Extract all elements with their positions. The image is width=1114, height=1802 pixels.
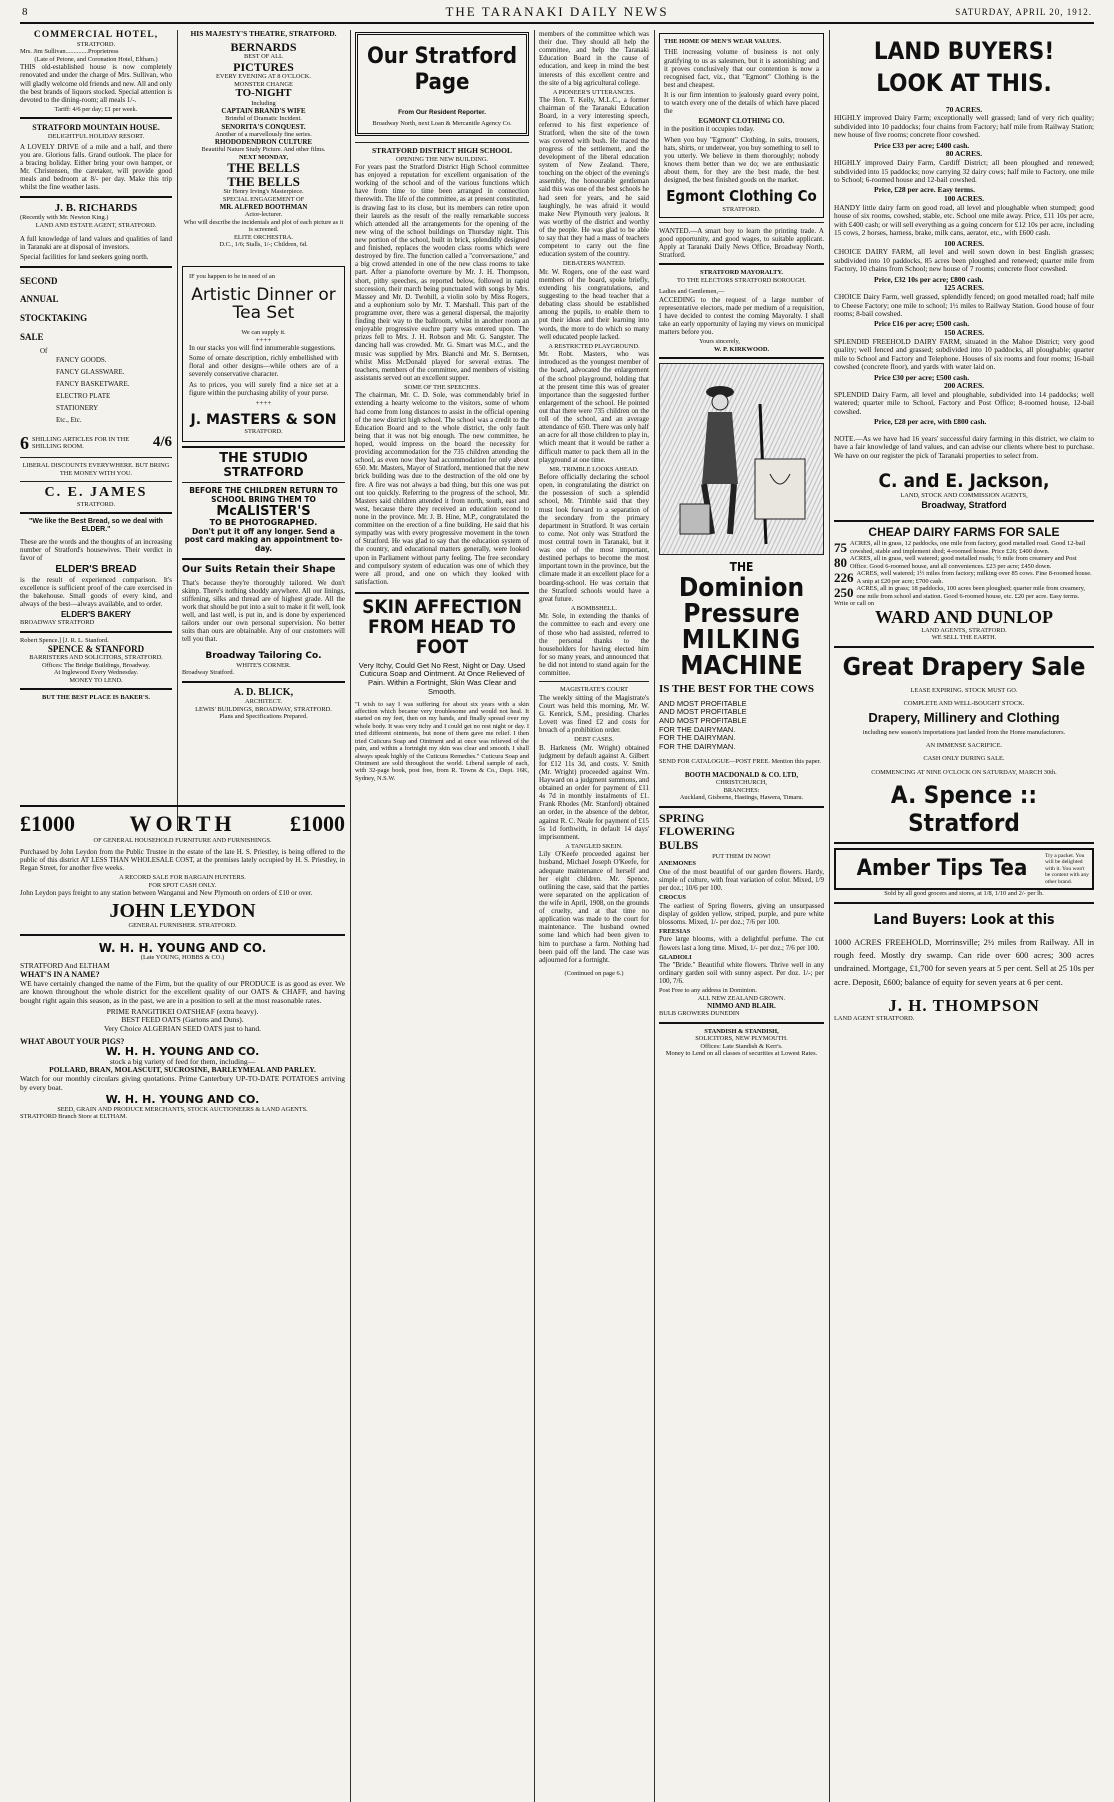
hotel-note: (Late of Petone, and Coronation Hotel, Eltham.) [34,55,158,63]
young-towns: STRATFORD And ELTHAM [20,960,110,970]
mayoralty-head: STRATFORD MAYORALTY. [700,269,783,277]
bombshell-body: Mr. Sole, in extending the thanks of the committee to each and every one of those who had assisted, referred to the personal thanks to the householders for having elected him for so many years, and announced that he did not intend to stand again for the committee. [539,612,649,678]
young-watch: Watch for our monthly circulars giving quotations. Prime Canterbury UP-TO-DATE POTATOES arriving by every boat. [20,1073,345,1092]
property-item [834,382,1094,427]
sale-line-4: SALE [20,332,44,343]
column-2 [182,30,345,820]
skin-affection-sub: Very Itchy, Could Get No Rest, Night or Day. Used Cuticura Soap and Ointment. At Once Relieved of Pain. Within a Fortnight, Skin Was Clear and Smooth. [358,660,526,696]
property-item [834,195,1094,238]
every-evening: EVERY EVENING AT 8 O'CLOCK. [215,73,312,81]
cheap-farm-text: ACRES, well watered; 1½ miles from factory; milking over 85 cows. Fine 8-roomed house. A snip at £20 per acre; £700 cash. [856,570,1092,585]
skin-affection-title: SKIN AFFECTION FROM HEAD TO FOOT [362,595,522,658]
anemones-body: One of the most beautiful of our garden flowers. Hardy, simple of culture, with freat variation of color. Mixed, 1/9 per doz.; 10/6 per 100. [659,867,824,893]
supply: We can supply it. [241,328,286,336]
nimmo-blair: NIMMO AND BLAIR. [707,1002,776,1011]
young-title-2: W. H. H. YOUNG AND CO. [105,1045,260,1058]
worth-sub: OF GENERAL HOUSEHOLD FURNITURE AND FURNISHINGS. [93,836,272,844]
next-monday: NEXT MONDAY, [238,153,289,161]
studio-mcalister: McALISTER'S [216,503,311,519]
dominion-list [659,700,824,752]
list-item: AND MOST PROFITABLE [659,698,747,708]
pictures: PICTURES [233,59,294,74]
property-price: Price, £32 10s per acre; £800 cash. [874,274,984,284]
spence-title: SPENCE & STANFORD [47,644,145,655]
bernards-best: BEST OF ALL [244,53,283,61]
broadway-tailoring: Broadway Tailoring Co. [205,651,322,662]
property-acres: 80 ACRES. [945,149,983,159]
issue-date: SATURDAY, APRIL 20, 1912. [955,7,1092,17]
masters-name: J. MASTERS & SON [190,411,337,428]
list-item: AND MOST PROFITABLE [659,707,747,717]
standish-role: SOLICITORS, NEW PLYMOUTH. [695,1035,788,1043]
worth-amount-2: £1000 [289,811,345,836]
gladioli-body: The "Bride." Beautiful white flowers. Thrive well in any ordinary garden soil with sunny aspect. Per doz. 1/-; per 100, 7/6. [659,961,824,986]
milking-word: MILKING [681,624,802,655]
elder-quote: "We like the Best Bread, so we deal with ELDER." [29,518,163,534]
write-or-call: Write or call on [834,600,875,608]
property-acres: 100 ACRES. [943,194,984,204]
elder-body: These are the words and the thoughts of an increasing number of Stratford's housewives. Their verdict in favor of [20,537,172,562]
cheap-farm-acres: 75 [834,540,847,556]
property-body: CHOICE Dairy Farm, well grassed, splendidly fenced; on good metalled road; half mile to Cheese Factory; one mile to school; 1½ miles to Railway Station. Good house of four rooms; 8-bail cowshed. [834,292,1094,318]
column-3 [355,30,529,1795]
pioneer-body: The Hon. T. Kelly, M.L.C., a former chairman of the Taranaki Education Board, in a very interesting speech, referred to his first experience of Stratford, when the site of the town was covered with bush. He traced the progress of the settlement, and the development of the liberal education system of New Zealand. There, touching on the object of the evening's assembly, the honourable gentleman said this was one of the best schools he had seen for years, and he said laughingly, he was afraid it would make New Plymouth very jealous. It was worthy of the district and worthy of the people. He was glad to be able to say that they had a mass of teachers competent to carry out the fine education system of the country. [539,96,649,259]
discounts-note: LIBERAL DISCOUNTS EVERYWHERE. BUT BRING THE MONEY WITH YOU. [22,462,170,477]
committee-body: members of the committee which was their due. They should all help the committee, and help the Taranaki Education Board in the cause of education, and keep in mind the best interests of this excellent centre and the site of a big agricultural college. [539,30,649,87]
bombshell-head: A BOMBSHELL. [570,604,618,612]
court-head: MAGISTRATE'S COURT [559,686,629,694]
school-headline: STRATFORD DISTRICT HIGH SCHOOL [372,145,512,155]
drapery-new: including new season's importations just landed from the Home manufacturers. [862,728,1066,736]
young-question: WHAT'S IN A NAME? [20,970,100,980]
cheap-farm-item [834,555,1094,570]
list-item: FANCY BASKETWARE. [56,379,130,388]
young-branch: STRATFORD Branch Store at ELTHAM. [20,1113,128,1121]
drapery-sale-title: Great Drapery Sale [842,651,1086,681]
property-item [834,329,1094,382]
worth-title: WORTH [129,811,236,836]
land-buyers-title: LAND BUYERS! [873,37,1055,65]
column-1 [20,30,172,820]
mens-wear-egmont: EGMONT CLOTHING CO. [698,117,785,126]
mayoralty-body: ACCEDING to the request of a large number of representative electors, made per medium of a requisition, I have decided to contest the coming Mayoralty. I shall take an early opportunity of laying my views on municipal matters before you. [659,295,824,337]
captain-brand: CAPTAIN BRAND'S WIFE [221,107,306,116]
property-body: SPLENDID FREEHOLD DAIRY FARM, situated in the Mahoe District; very good quality; well fenced and grassed; subdivided into 10 paddocks, all ploughable; quarter mile to School and Factory and Telephone. Houses of six rooms and four rooms; 16-bail cowshed (concrete floor), and yards with water laid on. [834,336,1094,372]
debaters-head: DEBATERS WANTED. [562,260,626,268]
irving: Sir Henry Irving's Masterpiece. [223,188,304,196]
whites-corner: WHITE'S CORNER. [236,661,291,669]
ward-dunlop: WARD AND DUNLOP [874,606,1053,627]
drapery-complete: COMPLETE AND WELL-BOUGHT STOCK. [903,700,1025,708]
property-body: HIGHLY improved Dairy Farm; exceptionally well grassed; land of very rich quality; subdivided into 10 paddocks; four chains from Factory; half mile from Railway Station; new house of five rooms; concrete floor cowshed. [834,113,1094,140]
list-item: FOR THE DAIRYMAN. [659,724,736,734]
young-oat-2: BEST FEED OATS (Gartons and Duns). [121,1015,244,1025]
mens-wear-body-4: When you buy "Egmont" Clothing, in suits, trousers, hats, shirts, or underwear, you buy something to sell to you utterly. We believe in them thoroughly; nobody knows them better than we do; we are enthusiastic about them, for they are the best made, the best designed, the best finished goods on the market. [664,135,819,185]
young-late: (Late YOUNG, HOBBS & CO.) [140,954,225,962]
pressure-word: Pressure [683,598,800,629]
mayoralty-name: W. P. KIRKWOOD. [714,345,770,353]
newspaper-title: THE TARANAKI DAILY NEWS [445,4,669,19]
leydon-role: GENERAL FURNISHER. STRATFORD. [128,922,237,930]
booth-town: CHRISTCHURCH, [716,779,767,787]
spence-inglewood: At Inglewood Every Wednesday. [53,669,139,677]
sale-of: Of [40,347,48,356]
captain-sub: Brimful of Dramatic Incident. [225,115,302,123]
spence-names: Robert Spence.] [J. R. L. Stanford. [20,636,109,644]
dominion-best: IS THE BEST FOR THE COWS [659,682,814,695]
bells-1: THE BELLS [227,160,300,176]
mayoralty-sign: Yours sincerely, [699,338,740,346]
suits-title: Our Suits Retain their Shape [182,563,336,575]
property-body: HANDY little dairy farm on good road, all level and ploughable when stumped; good house of six rooms, cowshed, stable, etc. School one mile away. Price, £11 10s per acre, with £400 cash; or will sell everything as a going concern for £12 10s per acre, including 15 cows, 2 horses, harness, brake, milk cans, aerator, etc., with £600 cash. [834,202,1094,238]
masters-intro: IF you happen to be in need of an [189,273,275,281]
thompson-name: J. H. THOMPSON [888,995,1040,1015]
booth-title: BOOTH MACDONALD & CO. LTD, [684,771,799,780]
property-body: SPLENDID Dairy Farm, all level and ploughable, subdivided into 14 paddocks; well watered; quarter mile to School, Factory and Post Office; 8-roomed house, 12-bail cowshed. [834,389,1094,416]
actor-lecturer: Actor-lecturer. [244,211,283,219]
speeches-body: The chairman, Mr. C. D. Sole, was commendably brief in extending a hearty welcome to the visitors, some of whom had come from long distances to assist in the official opening of the new district high school. The school was a credit to the Education Board and to the whole district, the only fault being that it was not big enough. The new committee, he hoped, would impress on the board the necessity for providing accommodation for the 735 children attending the school, as even now they had accommodation for only about 650. Mr. Masters, Mayor of Stratford, mentioned that the new brick building was due to the destruction of the old one by fire. A fire was not always a bad thing, but this one was put out too quickly. Referring to the progress of the school, Mr. Masters said children attended it from north, south, east and west, because there they received an education second to none in the province. Mr. J. B. Hine, M.P., congratulated the committee on the erection of a fine building. He said that his sympathy was with every progressive movement in the town of Stratford. He was glad to say that the education system of the country, and educational matters generally, were looked upon in Parliament without party feeling. The free secondary and compulsory system of education was one of which they were all proud, and one on which they looked with satisfaction. [355,391,529,586]
worth-amount-1: £1000 [20,811,75,836]
james-town: STRATFORD. [76,500,116,508]
cheap-farm-item [834,570,1094,585]
all-nz: ALL NEW ZEALAND GROWN. [697,994,786,1002]
cheap-farm-item [834,585,1094,600]
list-item: AND MOST PROFITABLE [659,716,747,726]
blick-role: ARCHITECT. [245,698,282,706]
skein-head: A TANGLED SKEIN. [565,842,623,850]
young-title-3: W. H. H. YOUNG AND CO. [105,1093,260,1107]
list-item: STATIONERY [56,403,99,412]
rhodo: RHODODENDRON CULTURE [214,138,313,147]
dominion-word: Dominion [678,572,805,603]
mountain-house-body: A LOVELY DRIVE of a mile and a half, and there you are. Glorious falls. Grand outlook. The place for a bracing holiday. Either bring your own hamper, or Mr. Christensen, the caretaker, will provide good meals and bedroom at 8/- per day. Make this trip whilst the fine weather lasts. [20,142,172,192]
property-item [834,106,1094,151]
sale-items-list [56,355,172,426]
milking-machine-illustration [659,363,824,555]
richards-note: Special facilities for land seekers going north. [20,253,149,262]
property-acres: 150 ACRES. [943,328,984,338]
property-acres: 100 ACRES. [943,238,984,248]
drapery-sub: Drapery, Millinery and Clothing [868,710,1060,726]
young-oat-3: Very Choice ALGERIAN SEED OATS just to hand. [103,1024,262,1034]
land-buyers-2-title: Land Buyers: Look at this [873,911,1055,928]
shilling-six: 6 [20,432,29,453]
studio-before: BEFORE THE CHILDREN RETURN TO SCHOOL BRING THEM TO [189,486,338,504]
spring-put-in: PUT THEM IN NOW! [712,853,771,861]
booth-places: Auckland, Gisborne, Hastings, Hawera, Timaru. [679,794,804,802]
james-name: C. E. JAMES [44,485,148,501]
column-5 [659,30,824,1795]
blick-address: LEWIS' BUILDINGS, BROADWAY, STRATFORD. [195,705,332,713]
playground-body: Mr. Robt. Masters, who was introduced as the youngest member of the board, advocated the enlargement of the school playground, holding that at the present time this was of greater importance than the suggested further enlargement of the school. He pointed out that there were 735 children on the roll of the school, and an average attendance of 650. There was only half an acre for all those children to play in, which meant that it would be rather a difficult matter to pack them all in the playground at one time. [539,350,649,464]
list-item: FOR THE DAIRYMAN. [659,742,736,752]
jackson-town: Broadway, Stratford [921,499,1007,510]
farmer-with-cow-image [660,364,823,552]
young-oat-1: PRIME RANGITIKEI OATSHEAF (extra heavy). [106,1006,259,1016]
mens-wear-body-1: THE increasing volume of business is not only gratifying to us as salesmen, but it is astonishing; and it proves conclusively that our contention is now a recognised fact, viz., that "Egmont" Clothing is the best and cheapest. [664,48,819,89]
amber-tips-title: Amber Tips Tea [856,856,1028,882]
ornate-text: Some of ornate description, richly embellished with floral and other designs—while others are of a severely conservative character. [189,354,338,379]
dominion-the: THE [729,560,754,575]
tonight: TO-NIGHT [235,87,292,100]
including: Including [251,99,276,107]
speeches-head: SOME OF THE SPEECHES. [404,383,480,391]
egmont-town: STRATFORD. [722,205,761,213]
young-title: W. H. H. YOUNG AND CO. [98,940,267,955]
blick-name: A. D. BLICK, [233,686,294,698]
studio-town: STRATFORD [223,464,304,479]
sale-line-2: ANNUAL [20,294,59,305]
worth-freight: John Leydon pays freight to any station between Wanganui and New Plymouth on orders of £10 or over. [20,889,313,898]
dominion-catalogue: SEND FOR CATALOGUE—POST FREE. Mention this paper. [659,757,821,765]
property-body: CHOICE DAIRY FARM, all level and well sown down in best English grasses; subdivided into 10 paddocks, 85 acres been ploughed and renewed; quarter mile from Factory, 10 chains from School; new house of 7 rooms; concrete floor cowshed. [834,247,1094,274]
anemones: ANEMONES [659,860,696,868]
stratford-page-address: Broadway North, next Loan & Mercantile Agency Co. [372,120,512,128]
gladioli: GLADIOLI [659,953,692,961]
cheap-farm-acres: 226 [834,570,854,586]
drapery-cash: CASH ONLY DURING SALE. [923,755,1005,763]
property-price: Price, £28 per acre, with £800 cash. [874,417,987,427]
masthead [0,0,1114,24]
school-body: For years past the Stratford District High School committee has enjoyed a reputation for excellent organisation of the working of the school and of the various functions which have from time to time been arranged in connection therewith. The life of the committee, as at present constituted, is drawing fast to its close, but its members can retire upon their laurels as the result of the really remarkable success which attended all the arrangements for the opening of the new wing of the school buildings on Thursday night. This new portion of the school, built in brick, splendidly designed and finished, replaces the wooden class rooms which were destroyed by fire. The function called a "conversazione," and a big crowd attended in one of the new class rooms to take part. After a pianoforte overture by Mr. J. H. Thompson, short, pithy speeches, as reported below, followed in rapid succession, their march being punctuated with songs by Mrs. Massey and Mr. D. Twohill, a violin solo by Miss Rogers, and a euphonium solo by Mr. T. Marshall. This part of the programme over, there was a general dispersal, the majority finding their way to the ballroom, whilst in another room an enjoyable progressive euchre party was entered upon. The prizes fell to Mrs. J. H. Robson and Mr. G. Sangster. The dancing hall was crowded. Mr. G. Smart was M.C., and the music was supplied by Mrs. Bianchi and Mr. S. Berntsen, whilst Miss McDonald played for several extras. The teachers, members of the committee, and members of visiting assistants served out an excellent supper. [355,162,529,382]
worth-cash: FOR SPOT CASH ONLY. [148,881,217,889]
pioneer-head: A PIONEER'S UTTERANCES. [552,88,636,96]
amber-tips-sold: Sold by all good grocers and stores, at 1/8, 1/10 and 2/- per lb. [884,890,1044,898]
mens-wear-body-3: in the position it occupies today. [664,125,755,134]
theatre-title: HIS MAJESTY'S THEATRE, STRATFORD. [190,30,337,38]
thompson-role: LAND AGENT STRATFORD. [834,1014,915,1022]
young-stock: stock a big variety of feed for them, including— [109,1056,256,1066]
shilling-price: 4/6 [152,434,172,451]
school-subhead: OPENING THE NEW BUILDING. [395,155,489,163]
spring-2: FLOWERING [659,824,736,839]
theatre-prices: D.C., 1/6; Stalls, 1/-; Children, 6d. [219,241,308,249]
senorita: SENORITA'S CONQUEST. [221,122,306,131]
playground-head: A RESTRICTED PLAYGROUND. [548,342,640,350]
jackson-note: NOTE.—As we have had 16 years' successful dairy farming in this district, we claim to have a fair knowledge of land values, and can advise our clients where best to purchase. We have on our register the pick of Taranaki properties to select from. [834,434,1094,460]
list-item: Etc., Etc. [56,415,82,424]
stars-divider: ++++ [255,336,272,344]
properties-list [834,106,1094,427]
list-item: ELECTRO PLATE [56,391,111,400]
elder-body-2: is the result of experienced comparison. It's excellence is sufficient proof of the care exercised in the bakehouse. Small goods of every kind, and always of the best—always available, and to order. [20,575,172,608]
actor-body: Who will describe the incidentals and plot of each picture as it is screened. [183,218,344,234]
property-price: Price £30 per acre; £500 cash. [874,372,970,382]
list-item: FANCY GOODS. [56,356,107,365]
artistic-dinner: Artistic Dinner or Tea Set [191,284,336,323]
blick-plans: Plans and Specifications Prepared. [219,713,308,721]
hotel-town: STRATFORD. [76,41,116,49]
young-pigs: WHAT ABOUT YOUR PIGS? [20,1036,125,1046]
boothman: MR. ALFRED BOOTHMAN [219,203,308,212]
drapery-immense: AN IMMENSE SACRIFICE. [925,741,1003,749]
studio-photographed: TO BE PHOTOGRAPHED. [209,518,318,528]
studio-title: THE STUDIO [219,450,308,466]
stars-divider: ++++ [255,398,272,407]
booth-branches: BRANCHES: [723,786,760,794]
hotel-proprietress: Mrs. Jim Sullivan..............Proprietress [20,48,119,56]
mountain-house-title: STRATFORD MOUNTAIN HOUSE. [32,123,160,133]
machine-word: MACHINE [680,650,803,681]
spring-1: SPRING [659,810,705,825]
rhodo-sub: Beautiful Nature Study Picture. And other films. [201,146,326,154]
standish-offices: Offices: Late Standish & Kerr's. [700,1042,783,1050]
cheap-farms-title: CHEAP DAIRY FARMS FOR SALE [868,525,1060,540]
elite-orchestra: ELITE ORCHESTRA. [234,233,293,241]
young-feed: POLLARD, BRAN, MOLASCUIT, SUCROSINE, BARLEYMEAL AND PARLEY. [49,1065,316,1075]
richards-body: A full knowledge of land values and qualities of land in Taranaki are at disposal of investors. [20,235,172,252]
hotel-body: THIS old-established house is now completely renovated and under the charge of Mrs. Sullivan, who will gladly welcome old friends and new. All and only the best brands of liquors stocked. Special attention is devoted to the dining-room; all meals 1/-. [20,63,172,104]
court-body: The weekly sitting of the Magistrate's Court was held this morning, Mr. W. G. Kenrick, S.M., presiding. Charles Lovett was fined £2 and costs for breach of a prohibition order. [539,693,649,735]
amber-tips-side: Try a packet. You will be delighted with it. You won't be content with any other brand. [1045,852,1089,885]
wanted-ad: WANTED.—A smart boy to learn the printing trade. A good opportunity, and good wages, to suitable applicant. Apply at Taranaki Daily News Office, Broadway North, Stratford. [659,226,824,260]
leydon-name: JOHN LEYDON [109,900,256,923]
property-item [834,150,1094,195]
broadway-address: Broadway Stratford. [182,669,235,677]
mountain-house-sub: DELIGHTFUL HOLIDAY RESORT. [47,132,145,140]
column-6 [834,30,1094,1795]
look-at-this-title: LOOK AT THIS. [876,68,1052,97]
property-price: Price £16 per acre; £500 cash. [874,319,970,329]
stacks-text: In our stacks you will find innumerable suggestions. [189,344,336,353]
debaters-body: Mr. W. Rogers, one of the east ward members of the board, spoke briefly, extending his congratulations, and suggesting to the head teacher that a debating class should be established among the pupils, to enable them to put their ideas and their learning into words, the more to do which so many well educated people lacked. [539,267,649,341]
list-item: FANCY GLASSWARE. [56,368,125,377]
property-acres: 125 ACRES. [943,283,984,293]
trimble-head: MR. TRIMBLE LOOKS AHEAD. [549,465,639,473]
senorita-sub: Another of a marvellously fine series. [215,130,312,138]
list-item: FOR THE DAIRYMAN. [659,733,736,743]
mens-wear-title: THE HOME OF MEN'S WEAR VALUES. [664,38,781,45]
hotel-tariff: Tariff: 4/6 per day; £1 per week. [54,105,138,113]
cheap-farm-acres: 80 [834,555,847,571]
post-free: Post Free to any address in Dominion. [659,987,757,995]
elder-address: BROADWAY STRATFORD [20,619,95,627]
richards-role: LAND AND ESTATE AGENT, STRATFORD. [35,221,157,229]
cheap-farms-list [834,540,1094,600]
property-acres: 70 ACRES. [945,104,983,114]
spence-money: MONEY TO LEND. [69,676,123,684]
mens-wear-body-2: It is our firm intention to jealously guard every point, to watch every one of the details of which have placed the [664,90,819,116]
spence-stratford: A. Spence :: Stratford [890,781,1038,838]
bells-2: THE BELLS [227,173,300,189]
cheap-farm-acres: 250 [834,585,854,601]
crocus: CROCUS [659,894,686,902]
property-item [834,240,1094,285]
standish-money: Money to Lend on all classes of securities at Lowest Rates. [665,1050,818,1057]
debt-head: DEBT CASES. [574,736,614,744]
suits-body: That's because they're thoroughly tailored. We don't skimp. There's nothing shoddy anywhere. All our linings, stiffening, silks and thread are of highest grade. All the work that should be put into a suit to make it fit well, look well, and last well, is put in, and is done by experienced tailors under our own personal supervision. No better suits than ours are obtainable. Any of our customers will tell you that. [182,578,345,644]
property-item [834,284,1094,329]
sale-line-1: SECOND [20,275,58,286]
elder-bakery: ELDER'S BAKERY [60,609,132,619]
jackson-role: LAND, STOCK AND COMMISSION AGENTS, [900,492,1028,500]
spence-offices: Offices: The Bridge Buildings, Broadway. [42,661,150,669]
ward-sell: WE SELL THE EARTH. [931,634,997,642]
cheap-farm-text: ACRES, all in grass; 18 paddocks, 100 acres been ploughed; quarter mile from creamery, one mile from school and station. Good 6-roomed house, etc. £20 per acre. Easy terms. [856,585,1086,600]
elder-title: ELDER'S BREAD [55,563,137,575]
freesias-body: Pure large blooms, with a delightful perfume. The cut flowers last a long time. Mixed, 1/- per doz.; 7/6 per 100. [659,935,824,952]
spence-role: BARRISTERS AND SOLICITORS, STRATFORD. [29,654,163,662]
hotel-title: COMMERCIAL HOTEL, [33,30,159,40]
egmont-logo: Egmont Clothing Co [666,187,817,206]
property-price: Price, £28 per acre. Easy terms. [874,185,975,195]
shilling-articles: SHILLING ARTICLES FOR IN THE SHILLING ROOM. [32,435,130,450]
land-buyers-2-body: 1000 ACRES FREEHOLD, Morrinsville; 2½ miles from Railway. All in rough feed. Mostly dry swamp. Can ride over 600 acres; 300 acres undrained. Mortgage, £1,700 for seven years at 5 per cent. Sell at 25 10s per acre. Deposit, £600; balance of equity for seven years at 6 per cent. [834,936,1094,987]
property-acres: 200 ACRES. [943,381,984,391]
bottom-left-ads [20,805,345,1790]
masters-town: STRATFORD. [244,427,283,435]
studio-appointment: Don't put it off any longer. Send a post card making an appointment to-day. [184,526,343,553]
bernards: BERNARDS [230,39,297,54]
debt-body: B. Harkness (Mr. Wright) obtained judgment by default against A. Gilbert for £12 11s 3d, and costs. V. Smith (Mr. Wright) proceeded against Wm. Hayward on a judgment summons, and obtained an order for payment of £11 4s 7d in monthly instalments of £1. Frank Rhodes (Mr. Stanford) obtained an order, in the absence of the debtor, against R. C. Neale for payment of £15 5s 1d forthwith, in default 14 days' imprisonment. [539,743,649,841]
sale-line-3: STOCKTAKING [20,313,88,324]
worth-body: Purchased by John Leydon from the Public Trustee in the estate of the late H. S. Priestley, is being offered to the public of this district AT LESS THAN WHOLESALE COST, at the premises lately occupied by H. S. Priestley, in Regan Street, for another five weeks. [20,847,345,873]
skein-body: Lily O'Keefe proceeded against her husband, Michael Joseph O'Keefe, for adequate maintenance of herself and her eight children. Mr. Spence, outlining the case, said that the parties were separated on the application of the wife in April, 1908, on the grounds of cruelty, and at that time no application was made to the court for maintenance. The husband owned some land which had been given to him to purchase a farm. Nothing had been paid off the land. The case was adjourned for a fortnight. [539,850,649,964]
crocus-body: The earliest of Spring flowers, giving an unsurpassed display of golden yellow, striped, purple, and pure white blossoms. Mixed, 1/- per doz.; 7/6 per 100. [659,901,824,926]
standish-title: STANDISH & STANDISH, [704,1027,779,1035]
trimble-body: Before officially declaring the school open, in congratulating the district on the possession of such a splendid school, Mr. Trimble said that they must look forward to a separation of the secondary from the primary department in Stratford. It was certain to come. Not only was Stratford the most central town in Taranaki, but it was one of the most important, destined perhaps to become the most important town in the province, but the climate made it an excellent place for a boarding-school. He was certain that the Stratford schools would have a great future. [539,473,649,603]
continued-note: (Continued on page 6.) [564,969,624,977]
bulb-growers: BULB GROWERS DUNEDIN [659,1010,740,1018]
monster-change: MONSTER CHANGE [234,80,293,88]
column-4 [539,30,649,1795]
stratford-page-sub: From Our Resident Reporter. [398,109,486,117]
property-body: HIGHLY improved Dairy Farm, Cardiff District; all been ploughed and renewed; subdivided into 15 paddocks; now carrying 32 dairy cows; half mile to Factory, one mile to School; 6-roomed house and 12-bail cowshed. [834,158,1094,184]
skin-affection-body: "I wish to say I was suffering for about six years with a skin affection which became very troublesome and would not heal. It started on my feet, then on my hands, and finally spread over my whole body. It was very itchy and I could get no rest night or day. I tried different ointments, but none of them gave me relief. I then tried Cuticura Soap and Ointment and at once was relieved of the pain, and within a fortnight my skin was clear and smooth. I shall always speak highly of the Cuticura Remedies." Cuticura Soap and Ointment are sold throughout the world. Liberal sample of each, with 32-page book, post free, from R. Towns & Co., Dept. 16K, Sydney, N.S.W. [355,700,529,782]
masters-prices: As to prices, you will surely find a nice set at a figure within the purchasing ability of your purse. [189,380,338,397]
cheap-farm-item [834,540,1094,555]
ward-role: LAND AGENTS, STRATFORD. [921,626,1007,634]
richards-name: J. B. RICHARDS [54,201,138,214]
worth-record: A RECORD SALE FOR BARGAIN HUNTERS. [119,874,246,882]
drapery-commence: COMMENCING AT NINE O'CLOCK ON SATURDAY, MARCH 30th. [871,768,1057,776]
mayoralty-salute: Ladies and Gentlemen,— [659,288,725,296]
cheap-farm-text: ACRES, all in grass, 12 paddocks, one mile from factory, good metalled road. Good 12-bail cowshed, stable and implement shed; 4-roomed house. Price £26; £400 down. [850,540,1086,555]
young-body: WE have certainly changed the name of the Firm, but the quality of our PRODUCE is as good as ever. We are known throughout the whole district for the excellent quality of our OATS & CHAFF, and having bought right again this season, as in the past, we are in a position to sell at the most reasonable rates. [20,978,345,1005]
cheap-farm-text: ACRES, all in grass, well watered; good metalled roads; ½ mile from creamery and Post Office. Good 6-roomed house, and all conveniences. £23 per acre; £450 down. [850,555,1077,570]
mayoralty-sub: TO THE ELECTORS STRATFORD BOROUGH. [676,276,807,284]
drapery-lease: LEASE EXPIRING. STOCK MUST GO. [910,686,1018,694]
richards-sub: (Recently with Mr. Newton King.) [20,214,109,222]
stratford-page-title: Our Stratford Page [366,44,517,95]
property-price: Price £33 per acre; £400 cash. [874,140,970,150]
page-number: 8 [22,6,28,18]
baker-best: BUT THE BEST PLACE IS BAKER'S. [42,694,150,702]
jackson-name: C. and E. Jackson, [878,470,1050,493]
young-seed: SEED, GRAIN AND PRODUCE MERCHANTS, STOCK AUCTIONEERS & LAND AGENTS. [57,1105,308,1113]
freesias: FREESIAS [659,927,691,935]
engagement: SPECIAL ENGAGEMENT OF [222,195,305,203]
amber-tips-box [834,848,1094,890]
spring-3: BULBS [659,838,699,853]
